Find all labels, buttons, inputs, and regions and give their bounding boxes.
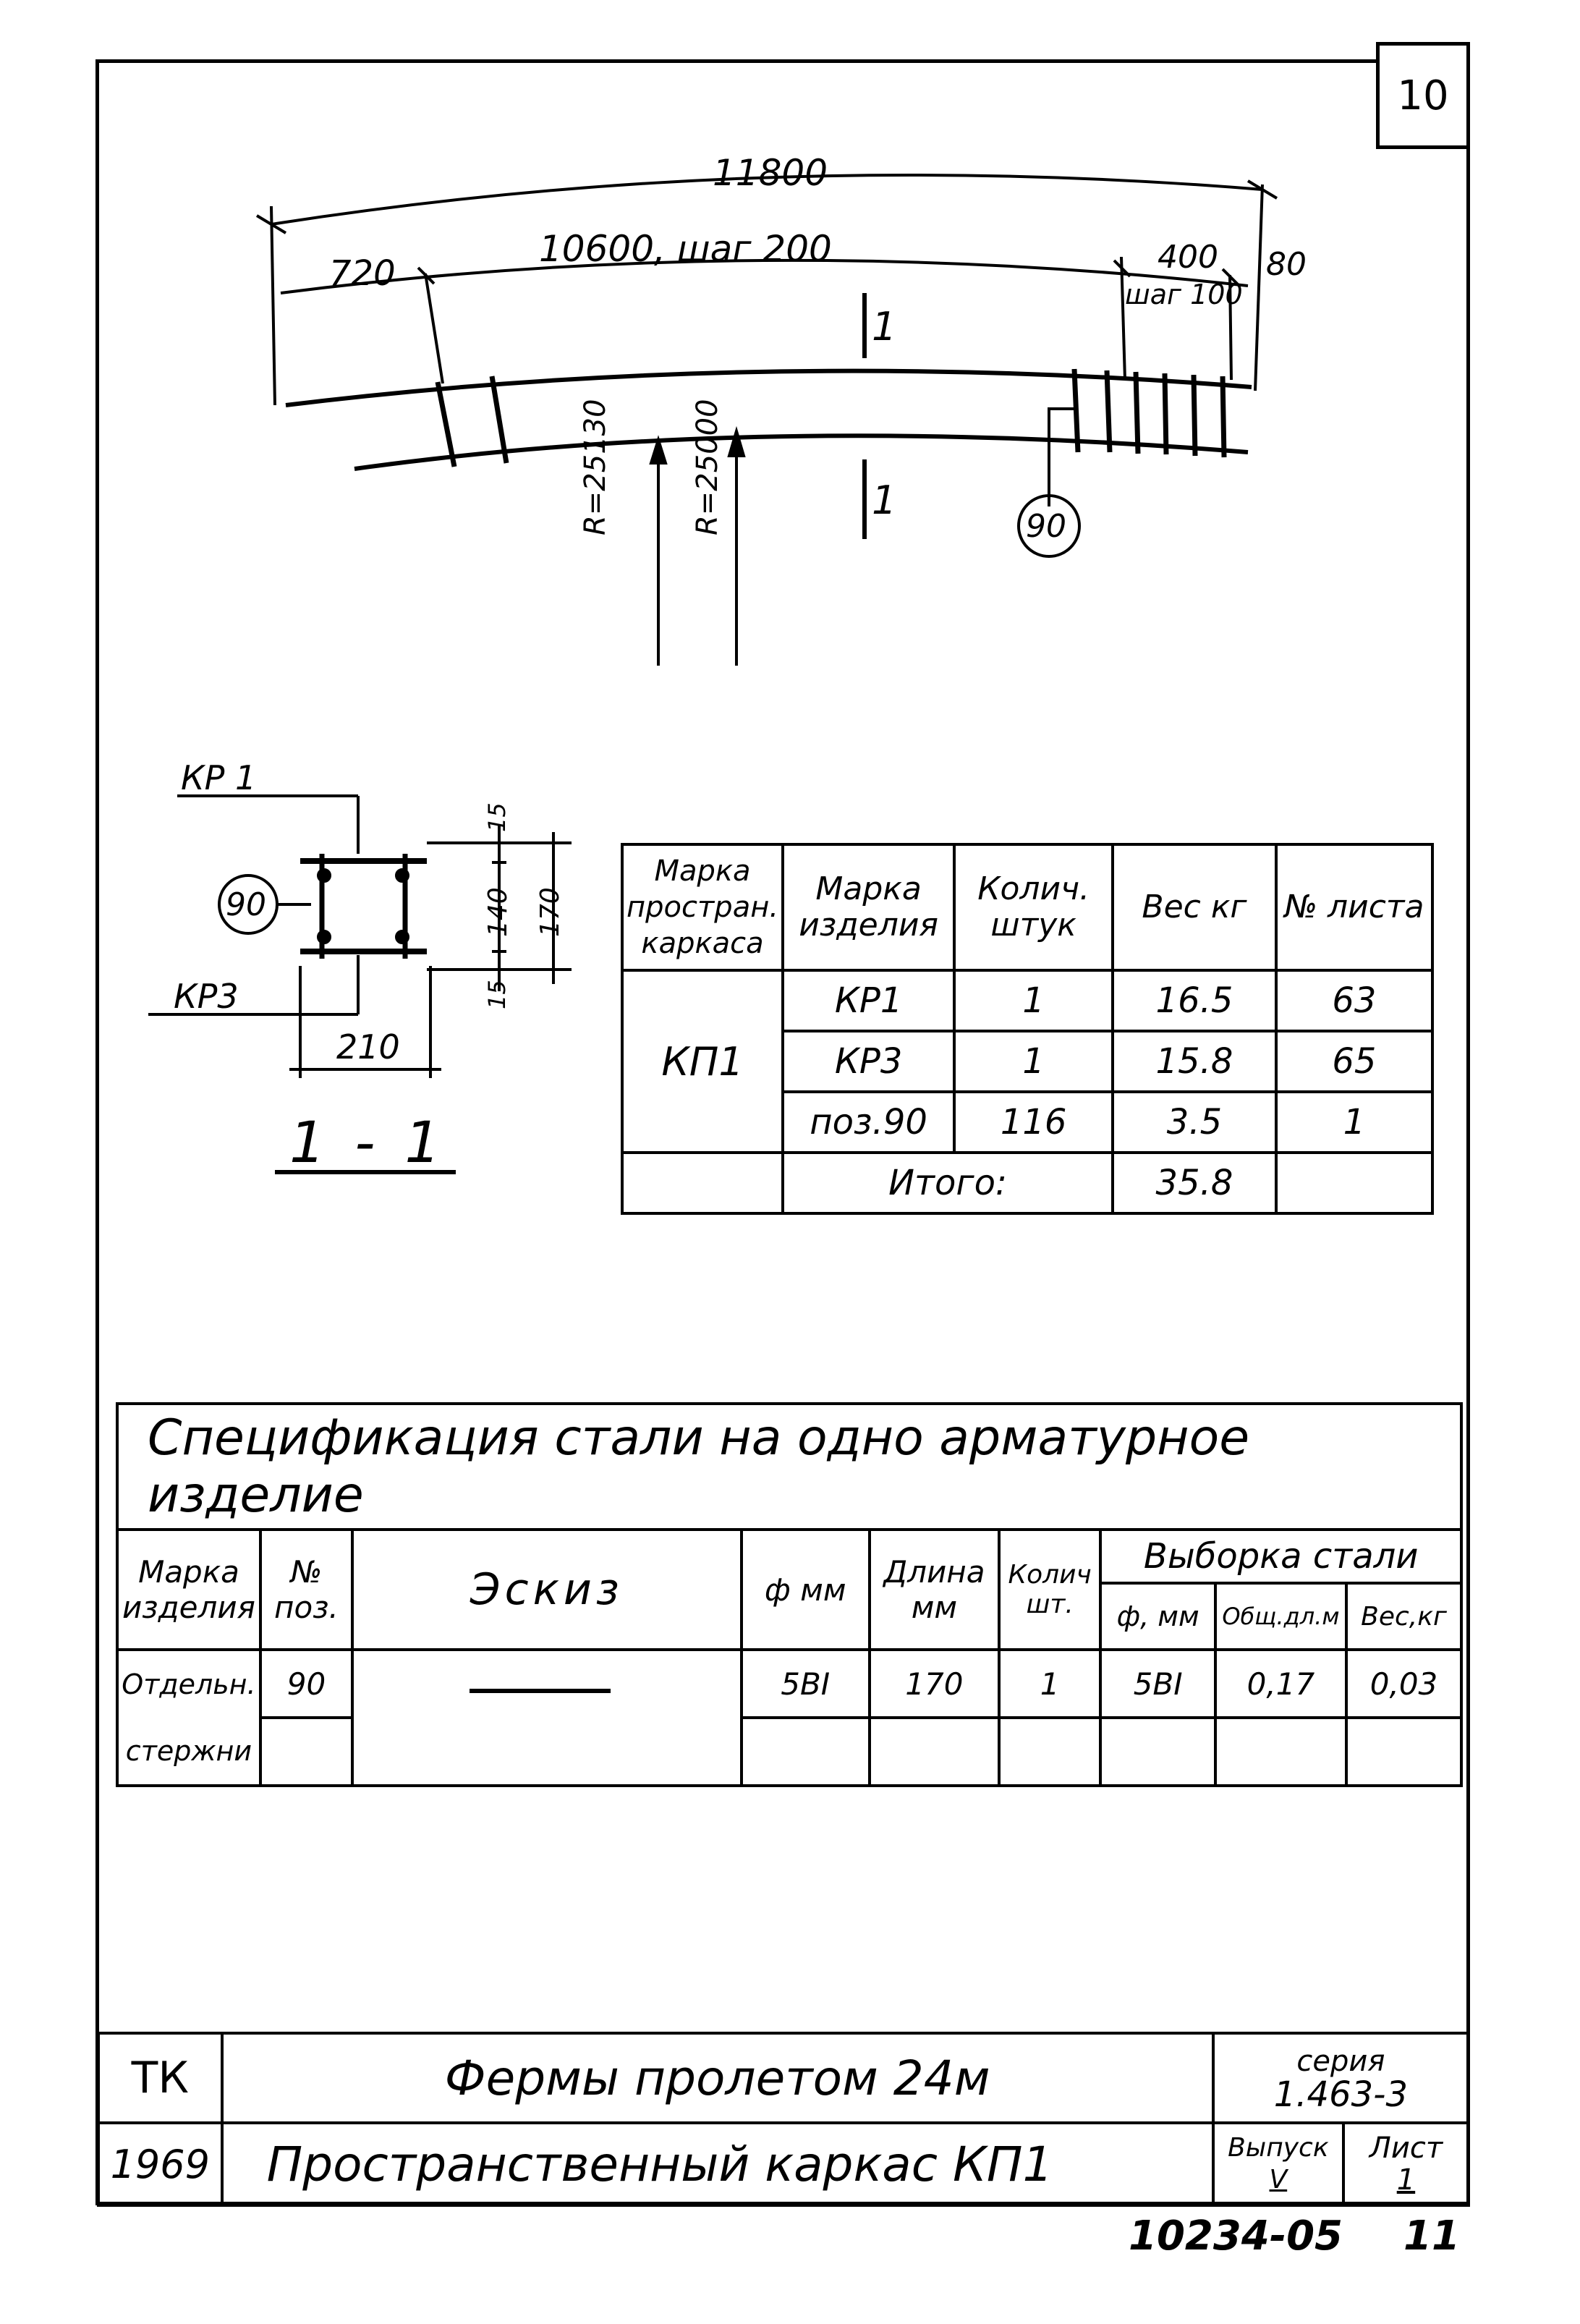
title-block-code: ТК bbox=[98, 2033, 222, 2123]
dim-total: 11800 bbox=[713, 152, 828, 194]
item-weight: 3.5 bbox=[1113, 1092, 1276, 1153]
dim-right: 400 bbox=[1158, 239, 1218, 276]
sel-diameter: 5BI bbox=[1100, 1650, 1215, 1718]
item-qty: 1 bbox=[954, 970, 1113, 1031]
title-block bbox=[97, 2032, 1470, 2207]
header-selection: Выборка стали bbox=[1100, 1530, 1461, 1583]
series-value: 1.463-3 bbox=[1273, 2074, 1409, 2115]
item-qty: 116 bbox=[954, 1092, 1113, 1153]
radius-2-label: R=25000 bbox=[691, 399, 724, 535]
sketch-cell bbox=[352, 1650, 742, 1786]
item-weight: 15.8 bbox=[1113, 1031, 1276, 1092]
sheet-value: 1 bbox=[1396, 2163, 1416, 2197]
callout-90-top: 90 bbox=[1026, 508, 1066, 545]
item-mark: КР3 bbox=[783, 1031, 954, 1092]
header-sketch: Эскиз bbox=[352, 1530, 742, 1650]
diameter: 5BI bbox=[742, 1650, 870, 1718]
header-qty: Колич шт. bbox=[999, 1530, 1101, 1650]
table-header-row bbox=[622, 844, 1432, 970]
table-row bbox=[622, 970, 1432, 1031]
composition-table bbox=[621, 843, 1434, 1215]
table-row-empty bbox=[117, 1718, 1461, 1786]
dim-140: 140 bbox=[483, 887, 513, 937]
item-mark: Отдельн. стержни bbox=[117, 1650, 260, 1786]
issue-label: Выпуск bbox=[1228, 2133, 1329, 2163]
header-sheet: № листа bbox=[1276, 844, 1432, 970]
radius-1-label: R=25130 bbox=[579, 399, 612, 535]
dim-main: 10600, шаг 200 bbox=[539, 228, 832, 270]
issue-cell bbox=[1213, 2123, 1343, 2205]
header-sel-total-length: Общ.дл.м bbox=[1215, 1583, 1346, 1650]
sel-total-length: 0,17 bbox=[1215, 1650, 1346, 1718]
item-sheet: 1 bbox=[1276, 1092, 1432, 1153]
header-frame-mark: Марка простран. каркаса bbox=[622, 844, 783, 970]
title-block-subtitle: Пространственный каркас КП1 bbox=[222, 2123, 1213, 2205]
item-sheet: 63 bbox=[1276, 970, 1432, 1031]
item-mark: поз.90 bbox=[783, 1092, 954, 1153]
section-mark-bottom: 1 bbox=[872, 478, 897, 523]
header-item-mark: Марка изделия bbox=[783, 844, 954, 970]
title-block-year: 1969 bbox=[98, 2123, 222, 2205]
item-sheet: 65 bbox=[1276, 1031, 1432, 1092]
section-label-kr3: КР3 bbox=[174, 977, 239, 1016]
dim-170: 170 bbox=[535, 887, 565, 937]
series-label: серия bbox=[1296, 2045, 1385, 2078]
pos: 90 bbox=[260, 1650, 352, 1718]
series-cell bbox=[1213, 2033, 1469, 2123]
title-block-title: Фермы пролетом 24м bbox=[222, 2033, 1213, 2123]
dim-end: 80 bbox=[1266, 246, 1307, 283]
header-pos: № поз. bbox=[260, 1530, 352, 1650]
header-item-mark: Марка изделия bbox=[117, 1530, 260, 1650]
spec-header-row bbox=[117, 1530, 1461, 1583]
total-label: Итого: bbox=[783, 1153, 1113, 1213]
header-sel-diameter: ф, мм bbox=[1100, 1583, 1215, 1650]
section-mark-top: 1 bbox=[872, 304, 897, 349]
section-label-kr1: КР 1 bbox=[181, 758, 257, 797]
dim-15-bottom: 15 bbox=[483, 980, 511, 1009]
spec-title-row bbox=[117, 1404, 1461, 1530]
qty: 1 bbox=[999, 1650, 1101, 1718]
length: 170 bbox=[870, 1650, 999, 1718]
frame-mark: КП1 bbox=[622, 970, 783, 1153]
item-mark: КР1 bbox=[783, 970, 954, 1031]
dim-15-top: 15 bbox=[483, 802, 511, 832]
table-total-row bbox=[622, 1153, 1432, 1213]
header-length: Длина мм bbox=[870, 1530, 999, 1650]
header-sel-weight: Вес,кг bbox=[1346, 1583, 1461, 1650]
spec-title: Спецификация стали на одно арматурное изделие bbox=[117, 1404, 1461, 1530]
issue-value: V bbox=[1269, 2165, 1288, 2194]
steel-spec-table bbox=[116, 1402, 1463, 1787]
section-title: 1 - 1 bbox=[289, 1111, 446, 1176]
item-qty: 1 bbox=[954, 1031, 1113, 1092]
dim-left: 720 bbox=[329, 253, 396, 294]
sheet-label: Лист bbox=[1369, 2132, 1443, 2165]
item-weight: 16.5 bbox=[1113, 970, 1276, 1031]
table-row bbox=[117, 1650, 1461, 1718]
sel-weight: 0,03 bbox=[1346, 1650, 1461, 1718]
header-qty: Колич. штук bbox=[954, 844, 1113, 970]
footer-doc-number: 10234-05 bbox=[1129, 2213, 1343, 2260]
dim-right-step: шаг 100 bbox=[1125, 279, 1243, 310]
header-weight: Вес кг bbox=[1113, 844, 1276, 970]
section-callout-90: 90 bbox=[226, 886, 266, 923]
footer-page: 11 bbox=[1403, 2213, 1460, 2260]
sheet-cell bbox=[1343, 2123, 1469, 2205]
bar-sketch-line bbox=[470, 1689, 611, 1693]
page-number: 10 bbox=[1376, 42, 1470, 149]
dim-210: 210 bbox=[336, 1027, 400, 1066]
total-weight: 35.8 bbox=[1113, 1153, 1276, 1213]
header-diameter: ф мм bbox=[742, 1530, 870, 1650]
